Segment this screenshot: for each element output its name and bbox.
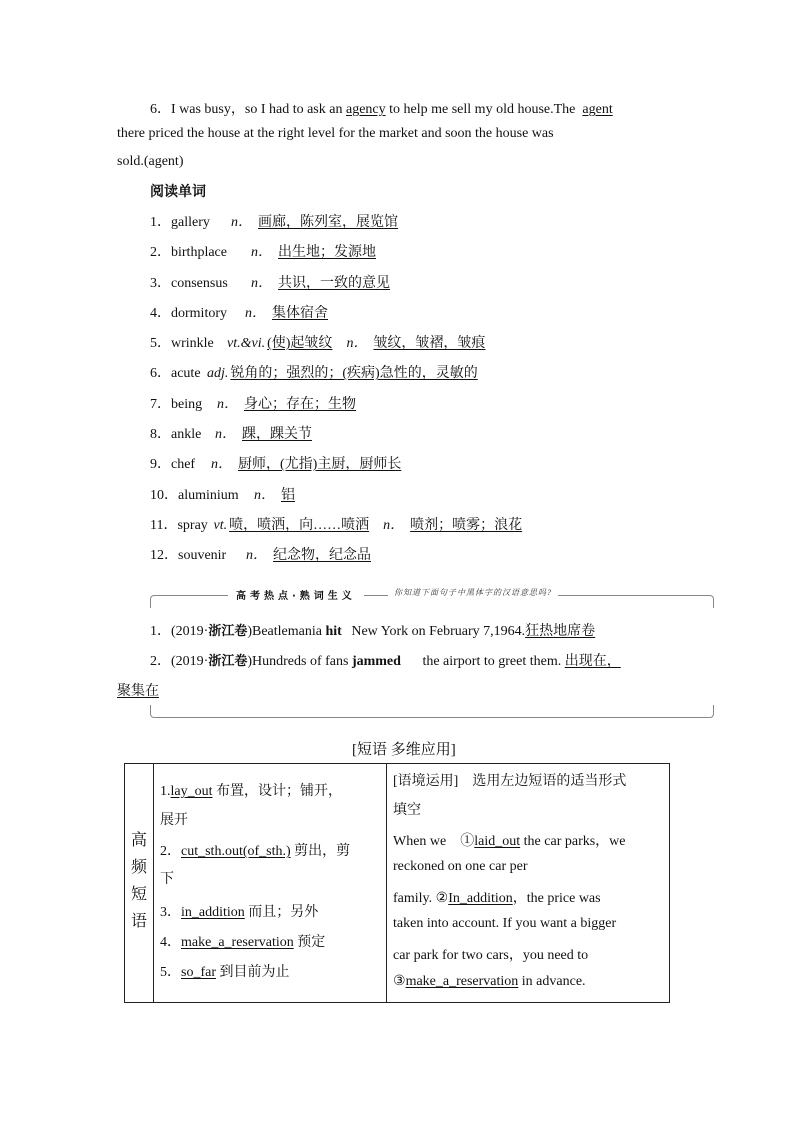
vocab-meaning-2: 喷剂；喷雾；浪花 [410, 518, 523, 533]
item6-line3: sold.(agent) [117, 154, 184, 169]
blank-answer-3: make_a_reservation [405, 974, 519, 989]
vocab-meaning: 出生地；发源地 [278, 245, 376, 260]
vocab-meaning: (使)起皱纹 [267, 336, 333, 351]
item6-text-b: to help me sell my old house.The [385, 102, 579, 117]
vocab-item: 1．gallery n． 画廊，陈列室，展览馆 [150, 215, 398, 230]
vocab-meaning: 喷，喷洒，向……喷洒 [229, 518, 370, 533]
item6-answer-agency: agency [345, 102, 386, 117]
vocab-item: 11．spray vt. 喷，喷洒，向……喷洒 n． 喷剂；喷雾；浪花 [150, 518, 523, 533]
context-title: [语境运用] 选用左边短语的适当形式 [393, 774, 627, 789]
label-cell [125, 764, 154, 1002]
context-cell [387, 764, 669, 1002]
hot-sentence-2-cont [117, 680, 159, 700]
phrase-section-header: [短语 多维应用] [352, 742, 456, 758]
vocab-item: 8．ankle n． 踝，踝关节 [150, 427, 312, 442]
blank-answer-2: In_addition [448, 891, 513, 906]
vocab-meaning: 铝 [281, 488, 295, 503]
item6-line1 [150, 98, 613, 118]
item6-line2: there priced the house at the right level for the market and soon the house was [117, 126, 554, 141]
phrase-item: 3．in_addition 而且；另外 [160, 905, 319, 920]
phrase-list-cell [154, 764, 387, 1002]
vocab-item: 10．aluminium n． 铝 [150, 488, 295, 503]
hot-sentence-2: 2．(2019·浙江卷)Hundreds of fans jammed the airport to greet them. 出现在， [150, 654, 621, 669]
box-hint: 你知道下面句子中黑体字的汉语意思吗? [388, 587, 558, 598]
bold-word-hit: hit [325, 624, 342, 639]
box-title: 高考热点·熟词生义 [228, 587, 364, 602]
phrase-table [124, 763, 670, 1003]
hot-sentence-1: 1．(2019·浙江卷)Beatlemania hit New York on February 7,1964.狂热地席卷 [150, 624, 596, 639]
vocab-item: 6．acute adj. 锐角的；强烈的；(疾病)急性的，灵敏的 [150, 366, 478, 381]
vocab-item: 3．consensus n． 共识，一致的意见 [150, 276, 390, 291]
context-title-2: 填空 [393, 803, 421, 818]
phrase-item-cont: 下 [160, 872, 174, 887]
vocab-meaning: 锐角的；强烈的；(疾病)急性的，灵敏的 [230, 366, 478, 381]
reading-words-title: 阅读单词 [150, 184, 206, 200]
context-line: When we ①laid_out the car parks，we [393, 834, 626, 849]
vocab-item: 2．birthplace n． 出生地；发源地 [150, 245, 376, 260]
phrase-item: 4．make_a_reservation 预定 [160, 935, 326, 950]
bold-word-jammed: jammed [351, 654, 401, 669]
vocab-meaning: 踝，踝关节 [242, 427, 312, 442]
answer-2a: 出现在， [564, 654, 621, 669]
phrase-item: 5．so_far 到目前为止 [160, 965, 290, 980]
phrase-item: 1.lay_out 布置，设计；铺开， [160, 784, 342, 799]
context-line: family. ②In_addition，the price was [393, 891, 601, 906]
context-line: taken into account. If you want a bigger [393, 916, 617, 931]
vocab-item: 5．wrinkle vt.&vi. (使)起皱纹 n． 皱纹，皱褶，皱痕 [150, 336, 486, 351]
vocab-meaning: 画廊，陈列室，展览馆 [258, 215, 398, 230]
context-line: reckoned on one car per [393, 859, 528, 874]
context-line: car park for two cars，you need to [393, 948, 589, 963]
item6-answer-agent: agent [582, 102, 613, 117]
answer-1: 狂热地席卷 [525, 624, 596, 639]
vocab-meaning: 共识，一致的意见 [278, 276, 390, 291]
phrase-item: 2．cut_sth.out(of_sth.) 剪出，剪 [160, 844, 351, 859]
vocab-meaning-2: 皱纹，皱褶，皱痕 [373, 336, 486, 351]
box-bottom-border [150, 705, 714, 718]
item6-text-a: 6．I was busy，so I had to ask an [150, 102, 346, 117]
blank-answer-1: laid_out [474, 834, 521, 849]
vocab-item: 9．chef n． 厨师，(尤指)主厨，厨师长 [150, 457, 402, 472]
vocab-meaning: 纪念物，纪念品 [273, 548, 371, 563]
context-line: ③make_a_reservation in advance. [393, 974, 586, 989]
phrase-item-cont: 展开 [160, 813, 188, 828]
vocab-item: 12．souvenir n． 纪念物，纪念品 [150, 548, 371, 563]
vocab-meaning: 集体宿舍 [272, 306, 328, 321]
vocab-item: 4．dormitory n． 集体宿舍 [150, 306, 328, 321]
vocab-meaning: 厨师，(尤指)主厨，厨师长 [238, 457, 402, 472]
vocab-item: 7．being n． 身心；存在；生物 [150, 397, 356, 412]
vocab-meaning: 身心；存在；生物 [244, 397, 356, 412]
answer-2b: 聚集在 [117, 684, 159, 699]
label-vertical: 高频短语 [131, 830, 148, 930]
